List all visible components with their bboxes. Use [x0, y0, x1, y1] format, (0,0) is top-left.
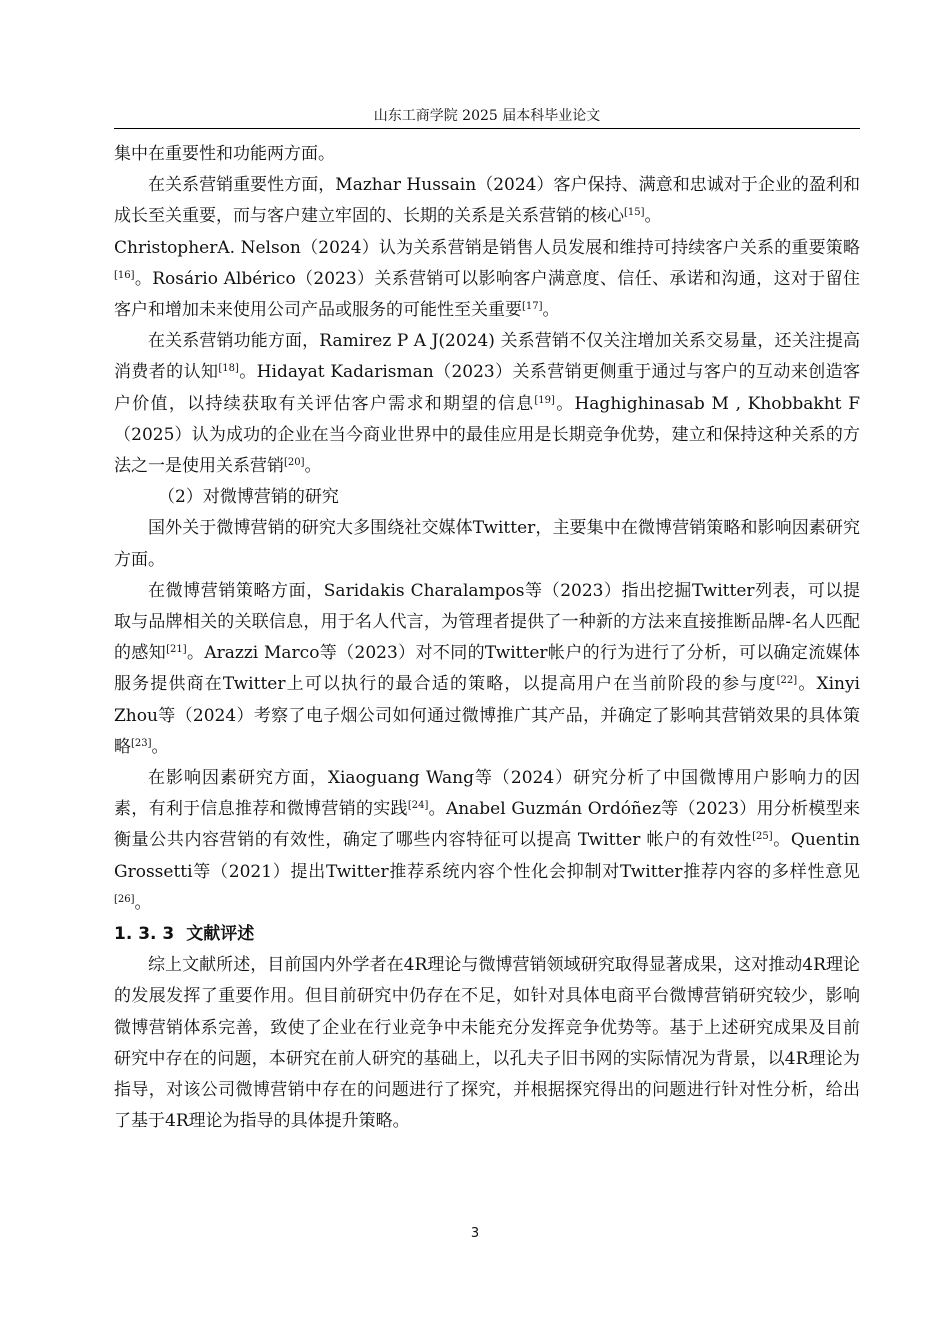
text-segment: 。Quentin Grossetti等（2021）提出Twitter推荐系统内容个性化会抑制对Twitter推荐内容的多样性意见	[114, 830, 860, 882]
text-segment: 在影响因素研究方面，Xiaoguang Wang等（2024）研究分析了中国微博用户影响力的因素，有利于信息推荐和微博营销的实践	[114, 768, 860, 820]
text-segment: 在关系营销功能方面，Ramirez P A J(2024) 关系营销不仅关注增加关系交易量，还关注提高消费者的认知	[114, 331, 860, 383]
text-segment: 。	[134, 892, 152, 913]
text-segment: 。Haghighinasab M , Khobbakht F（2025）认为成功的企业在当今商业世界中的最佳应用是长期竞争优势，建立和保持这种关系的方法之一是使用关系营销	[114, 393, 860, 477]
citation-ref: [20]	[284, 457, 305, 469]
page-number: 3	[470, 1226, 480, 1241]
paragraph-intro-end: 集中在重要性和功能两方面。	[114, 144, 335, 164]
paragraph-relationship-function	[114, 326, 860, 482]
citation-ref: [16]	[114, 269, 135, 281]
paragraph-weibo-overview: 国外关于微博营销的研究大多围绕社交媒体Twitter，主要集中在微博营销策略和影响因素研究方面。	[114, 518, 860, 570]
text-segment: 。Hidayat Kadarisman（2023）关系营销更侧重于通过与客户的互动来创造客户价值，以持续获取有关评估客户需求和期望的信息	[114, 362, 861, 414]
text-segment: 。Rosário Albérico（2023）关系营销可以影响客户满意度、信任、承诺和沟通，这对于留住客户和增加未来使用公司产品或服务的可能性至关重要	[114, 268, 860, 321]
citation-ref: [24]	[407, 800, 429, 812]
text-segment: 。Xinyi Zhou等（2024）考察了电子烟公司如何通过微博推广其产品，并确定了影响其营销效果的具体策略	[114, 674, 860, 757]
text-segment: 。Anabel Guzmán Ordóñez等（2023）用分析模型来衡量公共内容营销的有效性，确定了哪些内容特征可以提高 Twitter 帐户的有效性	[114, 799, 861, 851]
text-segment: 。	[304, 456, 322, 477]
citation-ref: [22]	[776, 675, 798, 687]
citation-ref: [25]	[752, 831, 773, 843]
text-segment: 。	[542, 300, 560, 321]
citation-ref: [21]	[166, 644, 187, 656]
paragraph-nelson-alberico	[114, 233, 860, 327]
section-number: 1. 3. 3	[114, 924, 175, 945]
header-divider	[114, 128, 860, 129]
text-segment: ChristopherA. Nelson（2024）认为关系营销是销售人员发展和维持可持续客户关系的重要策略	[114, 237, 860, 258]
citation-ref: [15]	[624, 207, 645, 219]
text-segment: 。	[644, 206, 662, 227]
paragraph-weibo-strategy	[114, 576, 860, 763]
citation-ref: [26]	[114, 893, 135, 905]
text-segment: 。	[151, 736, 169, 757]
section-heading-literature-review	[114, 919, 860, 950]
citation-ref: [19]	[534, 394, 555, 406]
paragraph-literature-summary: 综上文献所述，目前国内外学者在4R理论与微博营销领域研究取得显著成果，这对推动4R理论的发展发挥了重要作用。但目前研究中仍存在不足，如针对具体电商平台微博营销研究较少，影响微博营销体系完善，致使了企业在行业竞争中未能充分发挥竞争优势等。基于上述研究成果及目前研究中存在的问题，本研究在前人研究的基础上，以孔夫子旧书网的实际情况为背景，以4R理论为指导，对该公司微博营销中存在的问题进行了探究，并根据探究得出的问题进行针对性分析，给出了基于4R理论为指导的具体提升策略。	[114, 955, 860, 1132]
citation-ref: [17]	[522, 301, 543, 313]
text-segment: 在关系营销重要性方面，Mazhar Hussain（2024）客户保持、满意和忠诚对于企业的盈利和成长至关重要，而与客户建立牢固的、长期的关系是关系营销的核心	[114, 175, 860, 227]
text-segment: 在微博营销策略方面，Saridakis Charalampos等（2023）指出挖掘Twitter列表，可以提取与品牌相关的关联信息，用于名人代言，为管理者提供了一种新的方法来直接推断品牌-名人匹配的感知	[114, 580, 860, 664]
citation-ref: [23]	[131, 737, 152, 749]
document-body	[114, 139, 860, 1138]
citation-ref: [18]	[218, 363, 239, 375]
subsection-heading-weibo-research: （2）对微博营销的研究	[158, 487, 339, 508]
paragraph-weibo-factors	[114, 763, 860, 919]
paragraph-relationship-importance	[114, 170, 860, 232]
section-title: 文献评述	[186, 924, 255, 945]
text-segment: 。Arazzi Marco等（2023）对不同的Twitter帐户的行为进行了分析，可以确定流媒体服务提供商在Twitter上可以执行的最合适的策略，以提高用户在当前阶段的参与度	[114, 643, 860, 695]
page-header: 山东工商学院 2025 届本科毕业论文	[373, 108, 601, 124]
